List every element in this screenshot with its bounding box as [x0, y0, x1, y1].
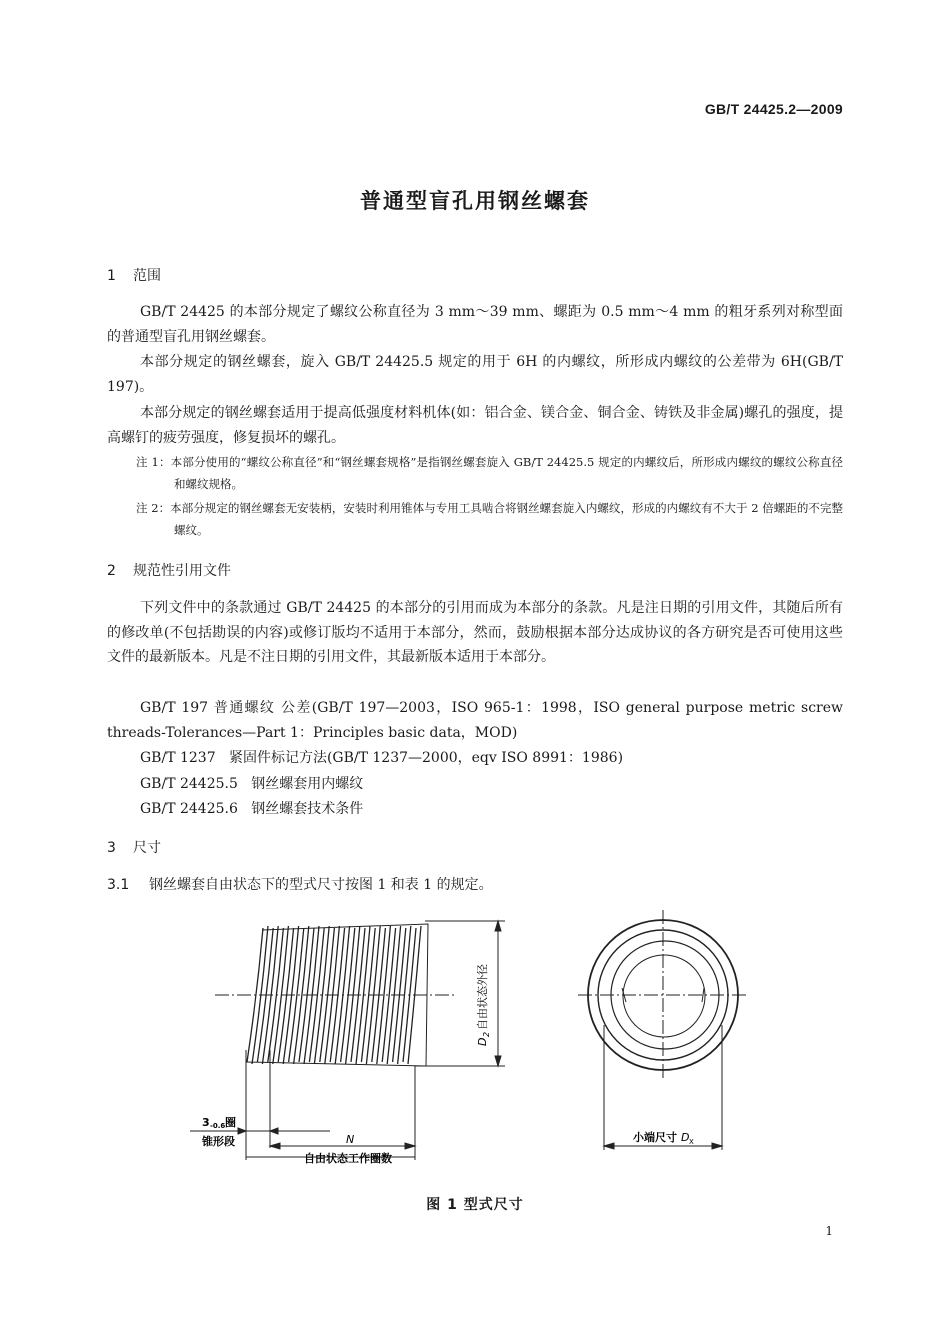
taper-tolerance: -0.6: [210, 1122, 226, 1130]
normative-paragraph: 下列文件中的条款通过 GB/T 24425 的本部分的引用而成为本部分的条款。凡是注日期的引用文件，其随后所有的修改单(不包括勘误的内容)或修订版均不适用于本部分，然而，鼓励根据本部分达成协议的各方研究是否可使用这些文件的最新版本。凡是不注日期的引用文件，其最新版本适用于本部分。: [107, 600, 843, 665]
section-title: 尺寸: [133, 840, 161, 856]
page-number: 1: [825, 1224, 833, 1238]
clause-text: 钢丝螺套自由状态下的型式尺寸按图 1 和表 1 的规定。: [149, 877, 493, 893]
taper-count: 3: [202, 1116, 210, 1129]
reference-gbt24425-6: GB/T 24425.6 钢丝螺套技术条件: [140, 801, 364, 817]
dx-symbol: D: [681, 1131, 690, 1144]
arrow: [238, 1128, 246, 1134]
inner-circle: [623, 955, 705, 1037]
helical-insert-side-view: [190, 921, 505, 1160]
helical-insert-end-view: [578, 910, 748, 1150]
d2-subscript: 2: [482, 1031, 491, 1037]
arrow: [270, 1143, 280, 1149]
note-1: 注 1：本部分使用的“螺纹公称直径”和“钢丝螺套规格”是指钢丝螺套旋入 GB/T 24425.5 规定的内螺纹后，所形成内螺纹的螺纹公称直径和螺纹规格。: [136, 455, 843, 491]
d2-text: 自由状态外径: [476, 964, 489, 1030]
coil-end-mark: [702, 988, 704, 1002]
section-number: 1: [107, 268, 116, 284]
taper-label: 锥形段: [202, 1135, 235, 1148]
arrow-up: [495, 921, 501, 931]
d2-symbol: D: [476, 1037, 489, 1046]
arrow: [270, 1128, 278, 1134]
arrow: [712, 1143, 722, 1149]
dx-subscript: X: [689, 1138, 694, 1146]
section-number: 2: [107, 563, 116, 579]
reference-gbt1237: GB/T 1237 紧固件标记方法(GB/T 1237—2000，eqv ISO 8991：1986): [140, 750, 624, 766]
section-title: 规范性引用文件: [133, 563, 231, 579]
reference-gbt24425-5: GB/T 24425.5 钢丝螺套用内螺纹: [140, 776, 364, 792]
n-label: N: [346, 1133, 355, 1146]
scope-paragraph-1: GB/T 24425 的本部分规定了螺纹公称直径为 3 mm～39 mm、螺距为 0.5 mm～4 mm 的粗牙系列对称型面的普通型盲孔用钢丝螺套。: [107, 304, 843, 345]
scope-paragraph-3: 本部分规定的钢丝螺套适用于提高低强度材料机体(如：铝合金、镁合金、铜合金、铸铁及非金属)螺孔的强度，提高螺钉的疲劳强度，修复损坏的螺孔。: [107, 405, 843, 446]
note-2: 注 2：本部分规定的钢丝螺套无安装柄，安装时利用锥体与专用工具啮合将钢丝螺套旋入内螺纹，形成的内螺纹有不大于 2 倍螺距的不完整螺纹。: [136, 501, 843, 537]
small-end-label: 小端尺寸: [633, 1131, 677, 1144]
scope-paragraph-2: 本部分规定的钢丝螺套，旋入 GB/T 24425.5 规定的用于 6H 的内螺纹，所形成内螺纹的公差带为 6H(GB/T 197)。: [107, 354, 843, 395]
arrow-down: [495, 1056, 501, 1066]
taper-unit: 圈: [225, 1116, 236, 1129]
section-title: 范围: [133, 268, 161, 284]
section-number: 3: [107, 840, 116, 856]
d2-label: [475, 964, 491, 1046]
figure-caption: 图 1 型式尺寸: [426, 1197, 524, 1213]
arrow: [604, 1143, 614, 1149]
document-code: GB/T 24425.2—2009: [704, 101, 843, 117]
reference-gbt197: GB/T 197 普通螺纹 公差(GB/T 197—2003，ISO 965-1：1998，ISO general purpose metric screw threads-Tolerances—Part 1：Principles basic data，MOD): [107, 700, 843, 741]
free-coils-label: 自由状态工作圈数: [304, 1152, 392, 1165]
arrow: [405, 1143, 415, 1149]
clause-number: 3.1: [107, 877, 130, 893]
document-title: 普通型盲孔用钢丝螺套: [360, 189, 590, 213]
